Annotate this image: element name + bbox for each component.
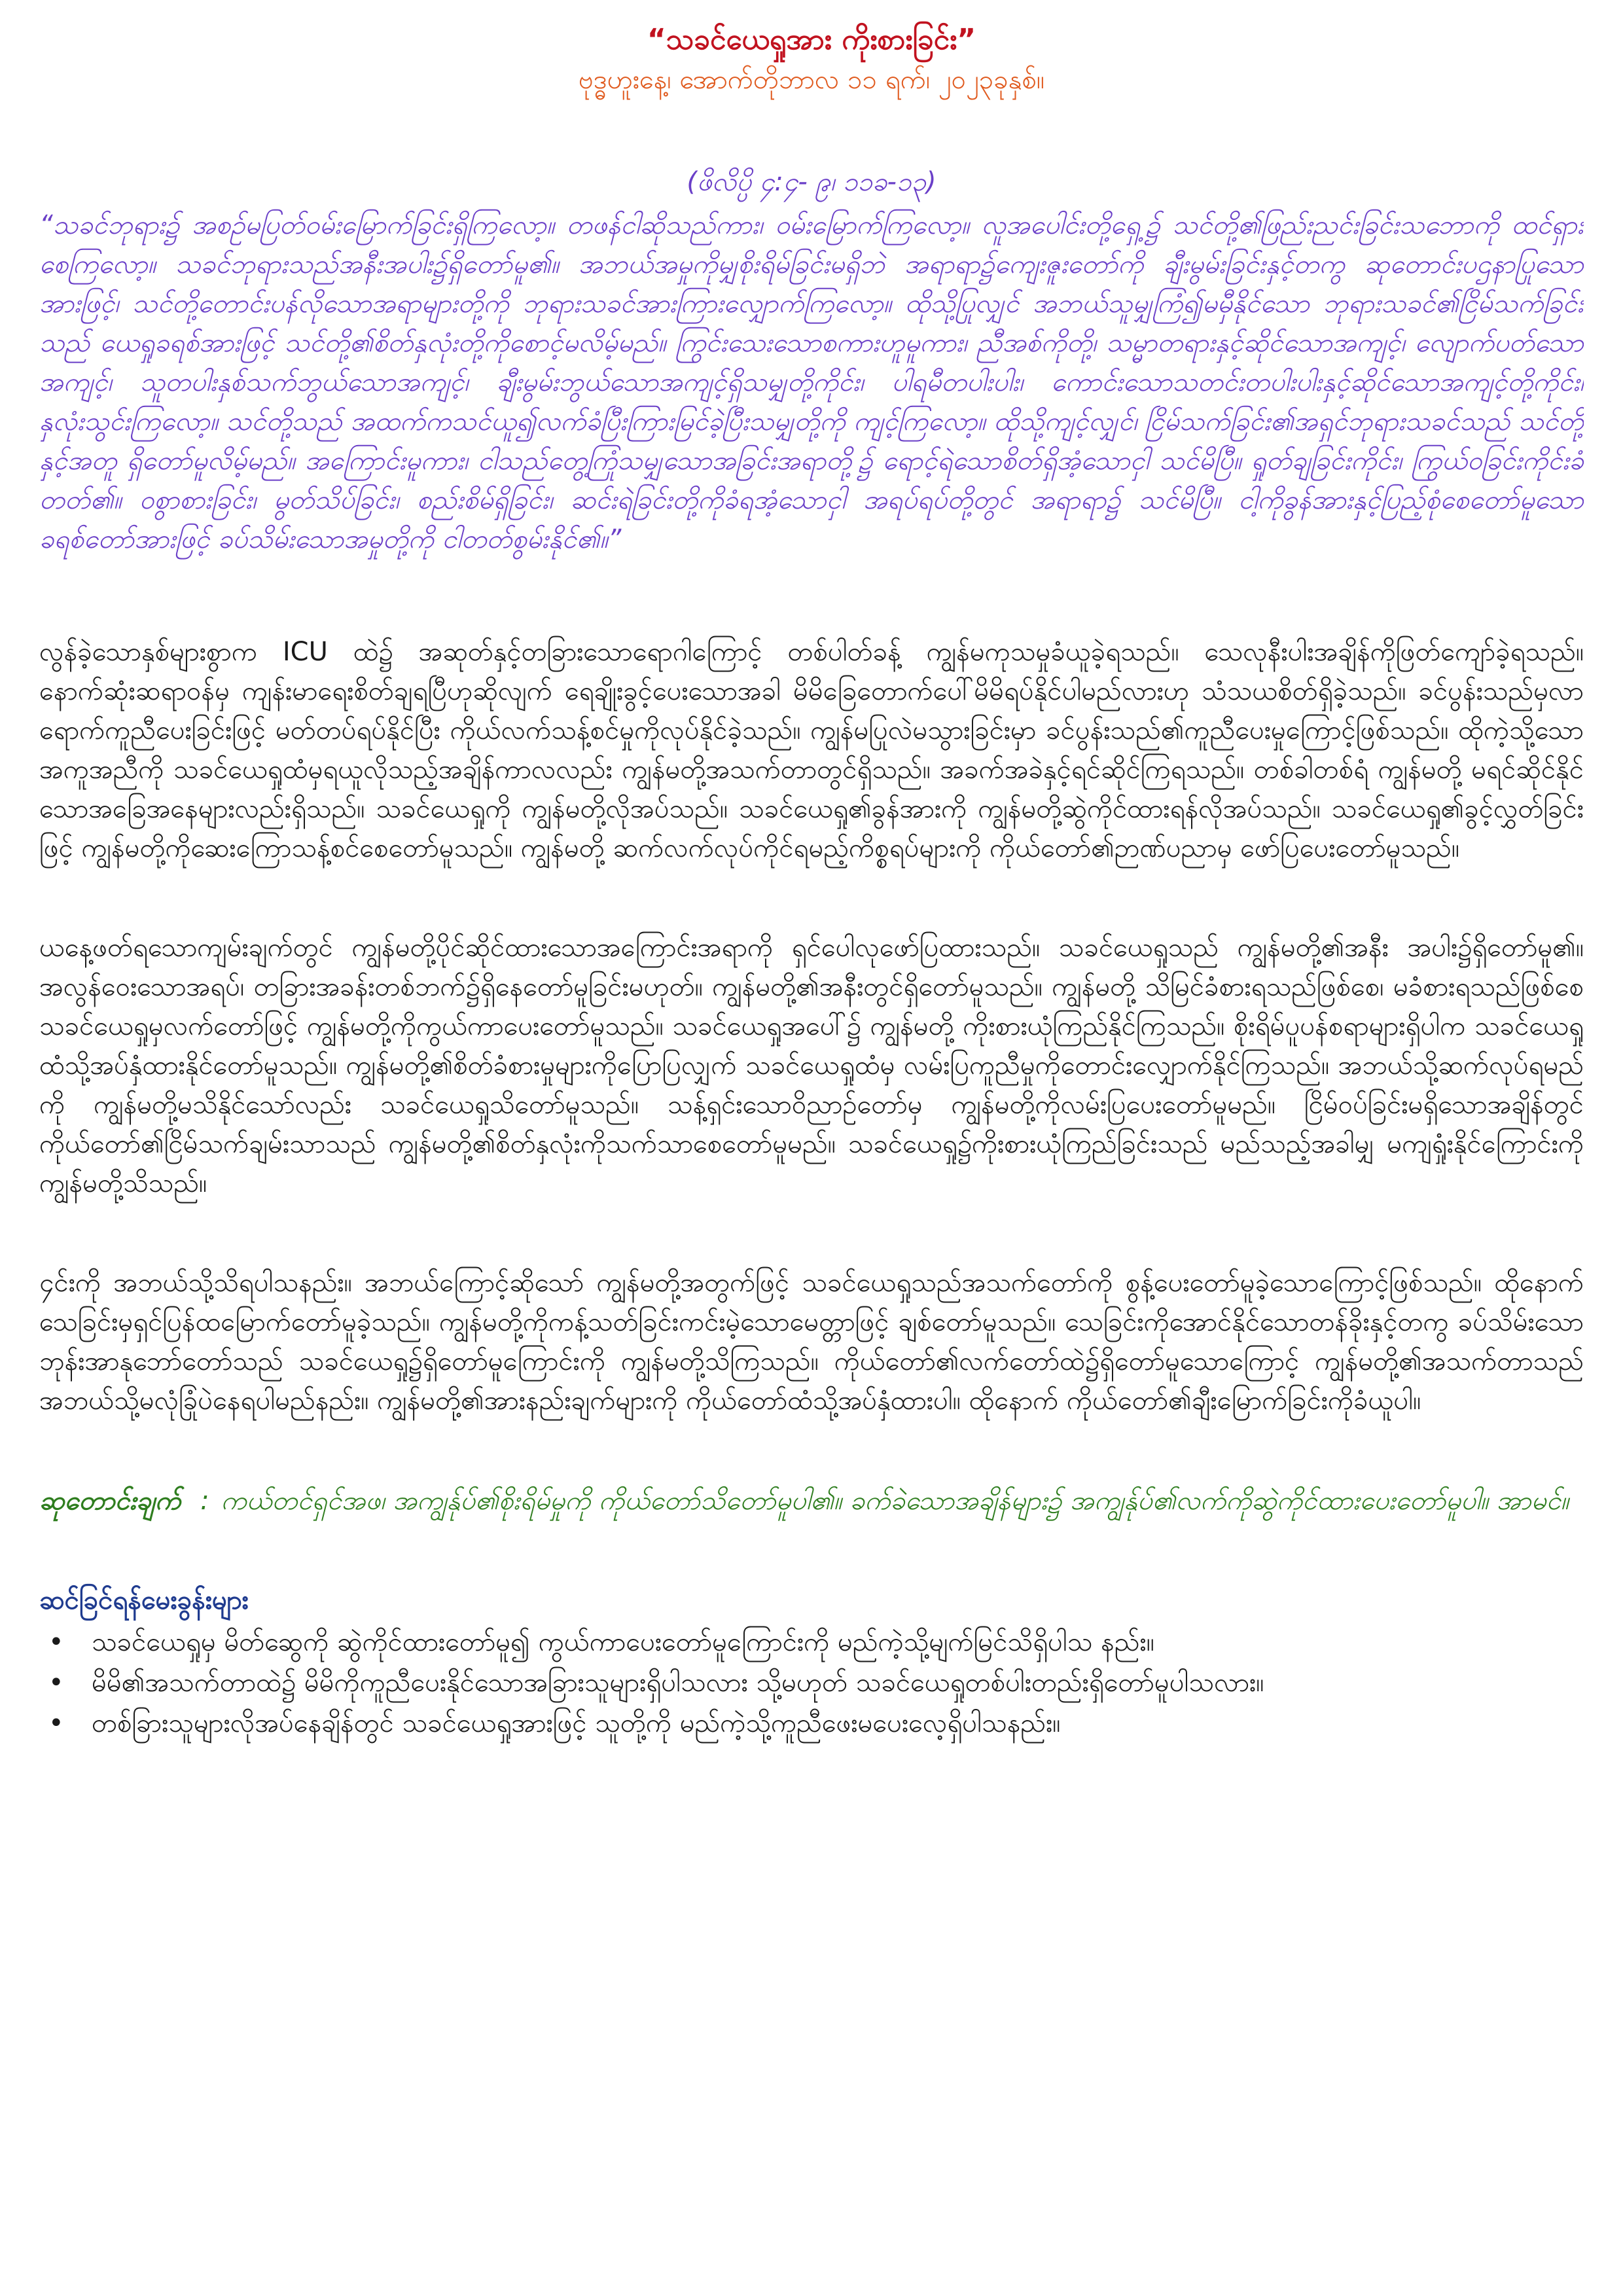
question-text: သခင်ယေရှုမှ မိတ်ဆွေကို ဆွဲကိုင်ထားတော်မူ၍ ကွယ်ကာပေးတော်မူကြောင်းကို မည်ကဲ့သို့မျက်မြင်သိရှိပါသ နည်း။ [92,1627,1154,1657]
prayer-label: ဆုတောင်းချက် [39,1486,181,1516]
body-paragraph-1: လွန်ခဲ့သောနှစ်များစွာက ICU ထဲ၌ အဆုတ်နှင့်တခြားသောရောဂါကြောင့် တစ်ပါတ်ခန့် ကျွန်မကုသမှုခံယူခဲ့ရသည်။ သေလုနီးပါးအချိန်ကိုဖြတ်ကျော်ခဲ့ရသည်။ နောက်ဆုံးဆရာဝန်မှ ကျန်းမာရေးစိတ်ချရပြီဟုဆိုလျက် ရေချိုးခွင့်ပေးသောအခါ မိမိခြေတောက်ပေါ်မိမိရပ်နိုင်ပါမည်လားဟု သံသယစိတ်ရှိခဲ့သည်။ ခင်ပွန်းသည်မှလာရောက်ကူညီပေးခြင်းဖြင့် မတ်တပ်ရပ်နိုင်ပြီး ကိုယ်လက်သန့်စင်မှုကိုလုပ်နိုင်ခဲ့သည်။ ကျွန်မပြုလဲမသွားခြင်းမှာ ခင်ပွန်းသည်၏ကူညီပေးမှုကြောင့်ဖြစ်သည်။ ထိုကဲ့သို့သောအကူအညီကို သခင်ယေရှုထံမှရယူလိုသည့်အချိန်ကာလလည်း ကျွန်မတို့အသက်တာတွင်ရှိသည်။ အခက်အခဲနှင့်ရင်ဆိုင်ကြရသည်။ တစ်ခါတစ်ရံ ကျွန်မတို့ မရင်ဆိုင်နိုင်သောအခြေအနေများလည်းရှိသည်။ သခင်ယေရှုကို ကျွန်မတို့လိုအပ်သည်။ သခင်ယေရှု၏ခွန်အားကို ကျွန်မတို့ဆွဲကိုင်ထားရန်လိုအပ်သည်။ သခင်ယေရှု၏ခွင့်လွှတ်ခြင်းဖြင့် ကျွန်မတို့ကိုဆေးကြောသန့်စင်စေတော်မူသည်။ ကျွန်မတို့ ဆက်လက်လုပ်ကိုင်ရမည့်ကိစ္စရပ်များကို ကိုယ်တော်၏ဉာဏ်ပညာမှ ဖော်ပြပေးတော်မူသည်။ [39,637,1584,863]
prayer-colon: : [200,1486,209,1516]
devotional-date: ဗုဒ္ဓဟူးနေ့၊ အောက်တိုဘာလ ၁၁ ရက်၊ ၂၀၂၃ခုနှစ်။ [579,65,1044,95]
body-paragraph-3: ၄င်းကို အဘယ်သို့သိရပါသနည်း။ အဘယ်ကြောင့်ဆိုသော် ကျွန်မတို့အတွက်ဖြင့် သခင်ယေရှုသည်အသက်တော်ကို စွန့်ပေးတော်မူခဲ့သောကြောင့်ဖြစ်သည်။ ထိုနောက် သေခြင်းမှရှင်ပြန်ထမြောက်တော်မူခဲ့သည်။ ကျွန်မတို့ကိုကန့်သတ်ခြင်းကင်းမဲ့သောမေတ္တာဖြင့် ချစ်တော်မူသည်။ သေခြင်းကိုအောင်နိုင်သောတန်ခိုးနှင့်တကွ ခပ်သိမ်းသောဘုန်းအာနုဘော်တော်သည် သခင်ယေရှု၌ရှိတော်မူကြောင်းကို ကျွန်မတို့သိကြသည်။ ကိုယ်တော်၏လက်တော်ထဲ၌ရှိတော်မူသောကြောင့် ကျွန်မတို့၏အသက်တာသည် အဘယ်သို့မလုံခြုံပဲနေရပါမည်နည်း။ ကျွန်မတို့၏အားနည်းချက်များကို ကိုယ်တော်ထံသို့အပ်နှံထားပါ။ ထိုနောက် ကိုယ်တော်၏ချီးမြောက်ခြင်းကိုခံယူပါ။ [39,1268,1584,1416]
bullet-icon: • [48,1668,64,1698]
body-paragraph-2: ယနေ့ဖတ်ရသောကျမ်းချက်တွင် ကျွန်မတို့ပိုင်ဆိုင်ထားသောအကြောင်းအရာကို ရှင်ပေါလုဖော်ပြထားသည်။ သခင်ယေရှုသည် ကျွန်မတို့၏အနီး အပါး၌ရှိတော်မူ၏။ အလွန်ဝေးသောအရပ်၊ တခြားအခန်းတစ်ဘက်၌ရှိနေတော်မူခြင်းမဟုတ်။ ကျွန်မတို့၏အနီးတွင်ရှိတော်မူသည်။ ကျွန်မတို့ သိမြင်ခံစားရသည်ဖြစ်စေ၊ မခံစားရသည်ဖြစ်စေ သခင်ယေရှုမှလက်တော်ဖြင့် ကျွန်မတို့ကိုကွယ်ကာပေးတော်မူသည်။ သခင်ယေရှုအပေါ်၌ ကျွန်မတို့ ကိုးစားယုံကြည်နိုင်ကြသည်။ စိုးရိမ်ပူပန်စရာများရှိပါက သခင်ယေရှုထံသို့အပ်နှံထားနိုင်တော်မူသည်။ ကျွန်မတို့၏စိတ်ခံစားမှုများကိုပြောပြလျှက် သခင်ယေရှုထံမှ လမ်းပြကူညီမှုကိုတောင်းလျှောက်နိုင်ကြသည်။ အဘယ်သို့ဆက်လုပ်ရမည်ကို ကျွန်မတို့မသိနိုင်သော်လည်း သခင်ယေရှုသိတော်မူသည်။ သန့်ရှင်းသောဝိညာဉ်တော်မှ ကျွန်မတို့ကိုလမ်းပြပေးတော်မူမည်။ ငြိမ်ဝပ်ခြင်းမရှိသောအချိန်တွင် ကိုယ်တော်၏ငြိမ်သက်ချမ်းသာသည် ကျွန်မတို့၏စိတ်နှလုံးကိုသက်သာစေတော်မူမည်။ သခင်ယေရှု၌ကိုးစားယုံကြည်ခြင်းသည် မည်သည့်အခါမျှ မကျရှုံးနိုင်ကြောင်းကို ကျွန်မတို့သိသည်။ [39,933,1584,1198]
question-text: မိမိ၏အသက်တာထဲ၌ မိမိကိုကူညီပေးနိုင်သောအခြားသူများရှိပါသလား သို့မဟုတ် သခင်ယေရှုတစ်ပါးတည်းရှိတော်မူပါသလား။ [92,1668,1264,1698]
bullet-icon: • [48,1708,64,1738]
prayer-text: ကယ်တင်ရှင်အဖ၊ အကျွန်ုပ်၏စိုးရိမ်မှုကို ကိုယ်တော်သိတော်မူပါ၏။ ခက်ခဲသောအချိန်များ၌ အကျွန်ုပ်၏လက်ကိုဆွဲကိုင်ထားပေးတော်မူပါ။ အာမင်။ [221,1486,1569,1516]
question-item [39,1622,1584,1662]
question-text: တစ်ခြားသူများလိုအပ်နေချိန်တွင် သခင်ယေရှုအားဖြင့် သူတို့ကို မည်ကဲ့သို့ကူညီဖေးမပေးလေ့ရှိပါသနည်း။ [92,1708,1061,1738]
question-item [39,1703,1584,1744]
scripture-reference: (ဖိလိပ္ပိ ၄:၄- ၉၊ ၁၁ခ-၁၃) [687,167,936,197]
devotional-title: “သခင်ယေရှုအား ကိုးစားခြင်း” [647,23,976,56]
prayer-block [39,1480,1584,1521]
question-item [39,1662,1584,1703]
questions-list [39,1622,1584,1744]
devotional-page [39,20,1584,2271]
bullet-icon: • [48,1627,64,1657]
questions-heading: ဆင်ခြင်ရန်မေးခွန်းများ [39,1585,249,1615]
scripture-text: “သခင်ဘုရား၌ အစဉ်မပြတ်ဝမ်းမြောက်ခြင်းရှိကြလော့။ တဖန်ငါဆိုသည်ကား၊ ဝမ်းမြောက်ကြလော့။ လူအပေါင်းတို့ရှေ့၌ သင်တို့၏ဖြည်းညင်းခြင်းသဘောကို ထင်ရှားစေကြလော့။ သခင်ဘုရားသည်အနီးအပါး၌ရှိတော်မူ၏။ အဘယ်အမှုကိုမျှစိုးရိမ်ခြင်းမရှိဘဲ အရာရာ၌ကျေးဇူးတော်ကို ချီးမွမ်းခြင်းနှင့်တကွ ဆုတောင်းပဌနာပြုသောအားဖြင့်၊ သင်တို့တောင်းပန်လိုသောအရာများတို့ကို ဘုရားသခင်အားကြားလျှောက်ကြလော့။ ထိုသို့ပြုလျှင် အဘယ်သူမျှကြံ၍မမှီနိုင်သော ဘုရားသခင်၏ငြိမ်သက်ခြင်းသည် ယေရှုခရစ်အားဖြင့် သင်တို့၏စိတ်နှလုံးတို့ကိုစောင့်မလိမ့်မည်။ ကြွင်းသေးသောစကားဟူမူကား၊ ညီအစ်ကိုတို့၊ သမ္မာတရားနှင့်ဆိုင်သောအကျင့်၊ လျောက်ပတ်သောအကျင့်၊ သူတပါးနှစ်သက်ဘွယ်သောအကျင့်၊ ချီးမွမ်းဘွယ်သောအကျင့်ရှိသမျှတို့ကိုင်း၊ ပါရမီတပါးပါး၊ ကောင်းသောသတင်းတပါးပါးနှင့်ဆိုင်သောအကျင့်တို့ကိုင်း၊ နှလုံးသွင်းကြလော့။ သင်တို့သည် အထက်ကသင်ယူ၍လက်ခံပြီးကြားမြင်ခဲ့ပြီးသမျှတို့ကို ကျင့်ကြလော့။ ထိုသို့ကျင့်လျှင်၊ ငြိမ်သက်ခြင်း၏အရှင်ဘုရားသခင်သည် သင်တို့နှင့်အတူ ရှိတော်မူလိမ့်မည်။ အကြောင်းမူကား၊ ငါသည်တွေ့ကြုံသမျှသောအခြင်းအရာတို့၌ ရောင့်ရဲသောစိတ်ရှိအံ့သောငှါ သင်မိပြီ။ ရှုတ်ချခြင်းကိုင်း၊ ကြွယ်ဝခြင်းကိုင်းခံတတ်၏။ ဝစွာစားခြင်း၊ မွတ်သိပ်ခြင်း၊ စည်းစိမ်ရှိခြင်း၊ ဆင်းရဲခြင်းတို့ကိုခံရအံ့သောငှါ အရပ်ရပ်တို့တွင် အရာရာ၌ သင်မိပြီ။ ငါ့ကိုခွန်အားနှင့်ပြည့်စုံစေတော်မူသော ခရစ်တော်အားဖြင့် ခပ်သိမ်းသောအမှုတို့ကို ငါတတ်စွမ်းနိုင်၏။” [39,210,1584,554]
